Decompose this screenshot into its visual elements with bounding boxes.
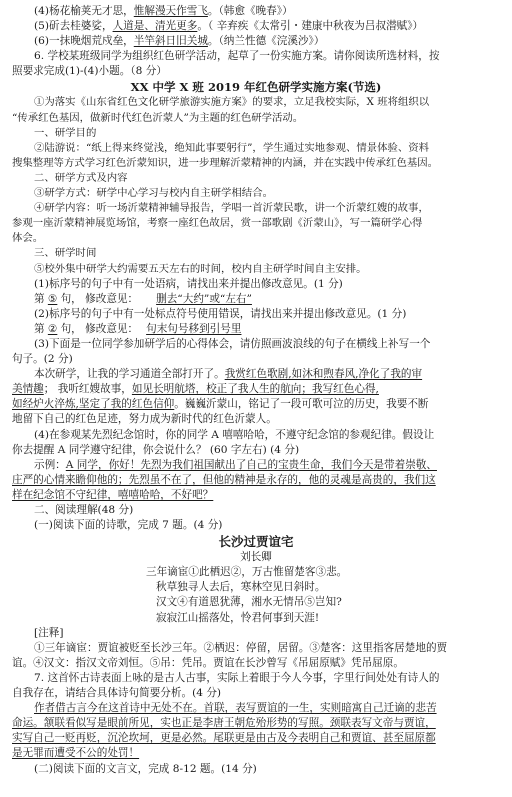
answer-text: 美情趣	[12, 383, 44, 396]
line-text: 。巍巍沂蒙山，铭记了一段可歌可泣的历史，我要不断	[174, 398, 429, 411]
answer-7-line-3: 实写自己一贬再贬，沉沦坎坷，更是必然。尾联更是由古及今表明自己和贾谊、甚至屈原都	[12, 732, 436, 745]
plan-heading-1: 一、研学目的	[34, 126, 97, 139]
answer-text: 人道是、清光更多	[112, 20, 198, 33]
poetry-line-5	[12, 19, 500, 34]
answer-text: 如见长明航塔，	[131, 383, 207, 396]
notes-line-2: 谊。④汉文：指汉文帝刘恒。⑤吊：凭吊。贾谊在长沙曾写《吊屈原赋》凭吊屈原。	[12, 656, 404, 669]
poem-line-2: 秋草独寻人去后，寒林空见日斜时。	[156, 581, 326, 594]
answer-text: 句末句号移到引号里	[146, 322, 242, 335]
source-text: 。（ 辛弃疾《太常引・建康中秋夜为吕叔潜赋》）	[197, 20, 424, 33]
section-heading-reading: 二、阅读理解(48 分)	[34, 504, 134, 516]
sub-question-1: (1)标序号的句子中有一处语病，请找出来并提出修改意见。(1 分)	[34, 277, 343, 290]
example-answer-2: 庄严的心情来瞻仰他的；先烈虽不在了，但他的精神是永存的，他的灵魂是高贵的，我们这	[12, 473, 436, 486]
poetry-line-4	[12, 4, 500, 19]
poem-line-1: 三年谪宦①此栖迟②，万古惟留楚客③悲。	[146, 566, 348, 579]
example-answer-1	[12, 458, 500, 473]
answer-1	[12, 292, 500, 307]
plan-paragraph-4-cont: 参观一座沂蒙精神展览场馆，考察一座红色故居，赏一部歌剧《沂蒙山》，写一篇研学心得	[12, 217, 423, 230]
label-text: 第	[34, 322, 45, 335]
answer-text: ②	[47, 322, 58, 335]
answer-text: 校正了我人生的航向	[206, 383, 302, 396]
plan-paragraph-5: ⑤校外集中研学大约需要五天左右的时间，校内自主研学时间自主安排。	[34, 262, 367, 275]
label-text: 第	[34, 292, 45, 305]
sub-question-3: (3)下面是一位同学参加研学后的心得体会，请仿照画波浪线的句子在横线上补写一个	[34, 337, 431, 350]
plan-paragraph-3: ③研学方式：研学中心学习与校内自主研学相结合。	[34, 187, 273, 200]
plan-paragraph-1-cont: “传承红色基因，做新时代红色沂蒙人”为主题的红色研学活动。	[12, 111, 304, 124]
label-text: 句， 修改意见：	[60, 292, 139, 305]
answer-text: 如经炉火淬炼,坚定了我的红色信仰	[12, 398, 175, 411]
label-text: 句， 修改意见：	[60, 322, 139, 335]
poem-line-4: 寂寂江山摇落处，怜君何事到天涯!	[156, 611, 320, 624]
plan-paragraph-4: ④研学内容：听一场沂蒙精神辅导报告，学唱一首沂蒙民歌，讲一个沂蒙红嫂的故事，	[34, 202, 429, 215]
answer-7-line-4	[12, 746, 500, 761]
reflection-line-2	[12, 382, 500, 397]
answer-text: A 同学，你好！先烈为我们祖国献出了自己的宝贵生命，我们今天是带着崇敬、	[65, 458, 437, 471]
poem-title: 长沙过贾谊宅	[218, 534, 294, 550]
sub-question-4-cont: 你去提醒 A 同学遵守纪律，你会说什么？ (60 字左右) (4 分)	[12, 443, 300, 456]
answer-text: 我赏红色歌剧,如沐和煦春风,净化了我的审	[224, 368, 423, 381]
reflection-line-1	[12, 367, 500, 382]
answer-text: 是无罪而遭受不公的处罚！	[12, 747, 140, 760]
source-text: 。（韩愈《晚春》）	[207, 5, 293, 17]
reflection-line-4: 地留下自己的红色足迹，努力成为新时代的红色沂蒙人。	[12, 413, 277, 426]
sub-question-2: (2)标序号的句子中有一处标点符号使用错误，请找出来并提出修改意见。(1 分)	[34, 307, 407, 320]
line-text: (5)斫去桂婆娑，	[34, 20, 113, 33]
line-text: ； 我听红嫂故事，	[43, 383, 132, 396]
plan-paragraph-2: ②陆游说：“纸上得来终觉浅，绝知此事要躬行”，学生通过实地参观、情景体验、资料	[34, 141, 430, 154]
answer-text: 半竿斜日旧关城	[133, 35, 208, 48]
plan-paragraph-2-cont: 搜集整理等方式学习红色沂蒙知识，进一步理解沂蒙精神的内涵，并在实践中传承红色基因。	[12, 156, 439, 169]
question-7-stem-cont: 自我存在，请结合具体诗句简要分析。(4 分)	[12, 687, 222, 700]
poetry-line-6	[12, 34, 500, 49]
poem-author: 刘长卿	[240, 551, 272, 564]
answer-7-line-2: 命运。颔联看似写是眼前所见，实也正是李唐王朝危殆形势的写照。颈联表写文帝与贾谊，	[12, 717, 436, 730]
answer-text: 惟解漫天作雪飞	[133, 5, 208, 17]
source-text: 。（纳兰性德《浣溪沙》）	[207, 35, 325, 48]
line-text: 本次研学，让我的学习通道全部打开了。	[34, 368, 225, 381]
answer-text: ；我写红色心得,	[301, 383, 379, 396]
line-text: (6)一抹晚烟荒戍垒，	[34, 35, 134, 48]
plan-paragraph-1: ①为落实《山东省红色文化研学旅游实施方案》的要求，立足我校实际，X 班将组织以	[34, 96, 430, 109]
question-6-stem: 6. 学校某班级同学为组织红色研学活动，起草了一份实施方案。请你阅读所选材料，按	[34, 50, 440, 63]
sub-question-3-cont: 句子。(2 分)	[12, 353, 73, 366]
poem-line-3: 汉文④有道恩犹薄，湘水无情吊⑤岂知?	[156, 596, 342, 609]
reflection-line-3	[12, 397, 500, 412]
plan-paragraph-4-end: 体会。	[12, 232, 44, 245]
answer-7-line-1: 作者借古言今在这首诗中无处不在。首联，表写贾谊的一生，实则暗寓自己迁谪的悲苦	[34, 702, 437, 715]
reading-1-instruction: (一)阅读下面的诗歌，完成 7 题。(4 分)	[34, 519, 223, 532]
plan-title: XX 中学 X 班 2019 年红色研学实施方案(节选)	[130, 80, 382, 95]
plan-heading-3: 三、研学时间	[34, 247, 97, 260]
sub-question-4: (4)在参观某先烈纪念馆时，你的同学 A 嘻嘻哈哈，不遵守纪念馆的参观纪律。假设让	[34, 428, 435, 441]
notes-line-1: ①三年谪宦：贾谊被贬至长沙三年。②栖迟：停留，居留。③楚客：这里指客居楚地的贾	[34, 641, 448, 654]
example-answer-3	[12, 488, 500, 503]
line-text: (4)杨花榆荚无才思，	[34, 5, 134, 17]
answer-2	[12, 322, 500, 337]
answer-text: 样在纪念馆不守纪律，嘻嘻哈哈，不好吧？	[12, 488, 214, 501]
reading-2-instruction: (二)阅读下面的文言文，完成 8-12 题。(14 分)	[34, 762, 257, 775]
question-7-stem: 7. 这首怀古诗表面上咏的是古人古事，实际上着眼于今人今事，字里行间处处有诗人的	[34, 671, 440, 684]
answer-text: 删去“大约”或“左右”	[156, 292, 252, 305]
label-text: 示例：	[34, 458, 66, 471]
plan-heading-2: 二、研学方式及内容	[34, 171, 128, 184]
notes-heading: [注释]	[34, 626, 64, 639]
question-6-stem-cont: 照要求完成(1)-(4)小题。（8 分）	[12, 65, 167, 78]
answer-text: ⑤	[47, 292, 58, 305]
